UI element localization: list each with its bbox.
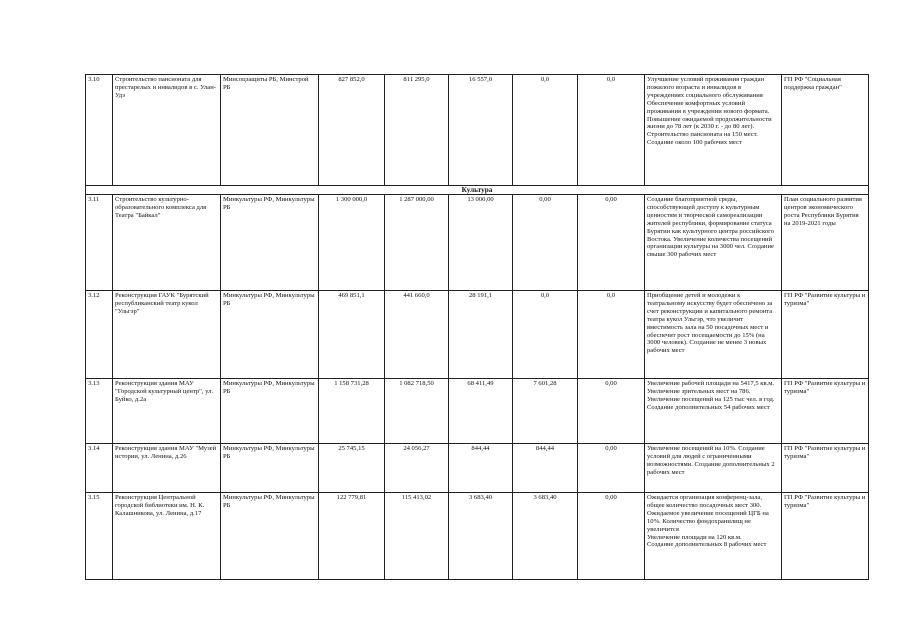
- state-program: ГП РФ "Развитие культуры и туризма": [782, 444, 869, 493]
- expected-effect: Создание благоприятной среды, способствующей доступу к культурным ценностям и творческой самореализации жителей республики, формирование статуса Бурятии как культурного центра российского Востока. Увеличение количества посещений организации культуры на 3000 чел. Создание свыше 300 рабочих мест: [645, 195, 782, 291]
- expected-effect: Улучшение условий проживания граждан пожилого возраста и инвалидов в учреждениях социального обслуживания Обеспечение комфортных условий проживания в учреждении нового формата. Повышение ожидаемой продолжительности жизни до 78 лет (к 2030 г. - до 80 лет). Строительство пансионата на 150 мест. Создание около 100 рабочих мест: [645, 75, 782, 186]
- municipal-funds: 0,00: [513, 195, 578, 291]
- project-name: Строительство пансионата для престарелых и инвалидов в с. Улан-Удэ: [113, 75, 221, 186]
- republic-funds: 68 411,49: [449, 379, 513, 444]
- municipal-funds: 844,44: [513, 444, 578, 493]
- municipal-funds: 0,0: [513, 291, 578, 379]
- document-page: [85, 74, 866, 580]
- state-program: ГП РФ "Развитие культуры и туризма": [782, 379, 869, 444]
- federal-funds: 24 056,27: [385, 444, 449, 493]
- state-program: ГП РФ "Развитие культуры и туризма": [782, 493, 869, 580]
- responsible-ministry: Минкультуры РФ, Минкультуры РБ: [221, 291, 319, 379]
- table-row: [86, 379, 869, 444]
- municipal-funds: 7 601,28: [513, 379, 578, 444]
- total-cost: 25 745,15: [319, 444, 385, 493]
- total-cost: 827 852,0: [319, 75, 385, 186]
- project-name: Реконструкция ГАУК "Бурятский республиканский театр кукол "Ульгэр": [113, 291, 221, 379]
- federal-funds: 811 295,0: [385, 75, 449, 186]
- responsible-ministry: Минкультуры РФ, Минкультуры РБ: [221, 379, 319, 444]
- state-program: ГП РФ "Развитие культуры и туризма": [782, 291, 869, 379]
- extra-funds: 0,00: [578, 195, 645, 291]
- project-name: Реконструкция здания МАУ "Городской культурный центр", ул. Буйко, д.2а: [113, 379, 221, 444]
- responsible-ministry: Минкультуры РФ, Минкультуры РБ: [221, 195, 319, 291]
- federal-funds: 1 082 718,50: [385, 379, 449, 444]
- total-cost: 469 851,1: [319, 291, 385, 379]
- project-name: Реконструкция Центральной городской библиотеки им. Н. К. Калашникова, ул. Ленина, д.17: [113, 493, 221, 580]
- state-program: ГП РФ "Социальная поддержка граждан": [782, 75, 869, 186]
- row-number: 3.10: [86, 75, 113, 186]
- republic-funds: 16 557,0: [449, 75, 513, 186]
- expected-effect: Увеличение рабочей площади на 5417,5 кв.м. Увеличение зрительных мест на 786. Увеличение посещений на 125 тыс чел. в год. Создание дополнительных 54 рабочих мест: [645, 379, 782, 444]
- responsible-ministry: Минсоцзащиты РБ, Минстрой РБ: [221, 75, 319, 186]
- responsible-ministry: Минкультуры РФ, Минкультуры РБ: [221, 444, 319, 493]
- table-row: [86, 75, 869, 186]
- row-number: 3.11: [86, 195, 113, 291]
- section-title: Культура: [86, 186, 869, 195]
- project-name: Строительство культурно-образовательного комплекса для Театра "Байкал": [113, 195, 221, 291]
- republic-funds: 3 683,40: [449, 493, 513, 580]
- extra-funds: 0,0: [578, 291, 645, 379]
- state-program: План социального развития центров экономического роста Республики Бурятия на 2019-2021 годы: [782, 195, 869, 291]
- extra-funds: 0,00: [578, 444, 645, 493]
- expected-effect: Ожидается организация конференц-зала, общее количество посадочных мест 300. Ожидаемое увеличение посещений ЦГБ на 10%. Количество фондохранилищ не увеличится Увеличение площади на 120 кв.м. Создание дополнительных 8 рабочих мест: [645, 493, 782, 580]
- federal-funds: 115 413,02: [385, 493, 449, 580]
- republic-funds: 844,44: [449, 444, 513, 493]
- table-row: [86, 444, 869, 493]
- table-row: [86, 493, 869, 580]
- table-row: [86, 291, 869, 379]
- section-header-row: [86, 186, 869, 195]
- extra-funds: 0,00: [578, 379, 645, 444]
- row-number: 3.14: [86, 444, 113, 493]
- projects-table: [85, 74, 869, 580]
- municipal-funds: 3 683,40: [513, 493, 578, 580]
- responsible-ministry: Минкультуры РФ, Минкультуры РБ: [221, 493, 319, 580]
- extra-funds: 0,0: [578, 75, 645, 186]
- extra-funds: 0,00: [578, 493, 645, 580]
- expected-effect: Приобщение детей и молодежи к театральному искусству будет обеспечено за счет реконструкции и капитального ремонта театра кукол Ульгэр, что увеличит вместимость зала на 50 посадочных мест и обеспечит рост посещаемости до 15% (на 3000 человек). Создание не менее 3 новых рабочих мест: [645, 291, 782, 379]
- row-number: 3.15: [86, 493, 113, 580]
- total-cost: 1 300 000,0: [319, 195, 385, 291]
- row-number: 3.13: [86, 379, 113, 444]
- table-row: [86, 195, 869, 291]
- federal-funds: 1 287 000,00: [385, 195, 449, 291]
- row-number: 3.12: [86, 291, 113, 379]
- municipal-funds: 0,0: [513, 75, 578, 186]
- total-cost: 122 779,81: [319, 493, 385, 580]
- federal-funds: 441 660,0: [385, 291, 449, 379]
- republic-funds: 28 191,1: [449, 291, 513, 379]
- project-name: Реконструкция здания МАУ "Музей истории, ул. Ленина, д.26: [113, 444, 221, 493]
- total-cost: 1 158 731,28: [319, 379, 385, 444]
- republic-funds: 13 000,00: [449, 195, 513, 291]
- expected-effect: Увеличение посещений на 10%. Создание условий для людей с ограниченными возможностями. Создание дополнительных 2 рабочих мест: [645, 444, 782, 493]
